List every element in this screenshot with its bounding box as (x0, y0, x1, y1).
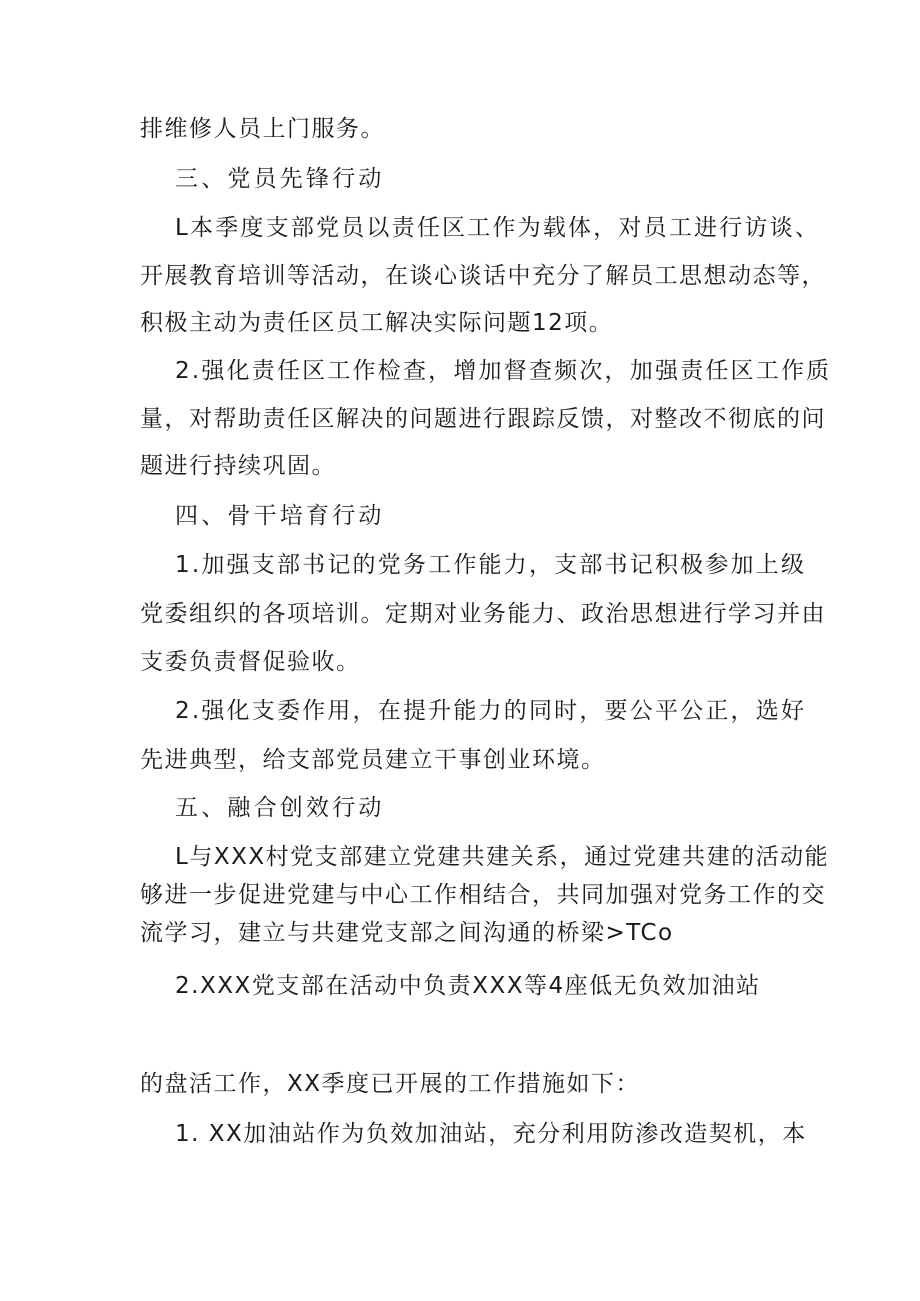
text-line-7: 量，对帮助责任区解决的问题进行跟踪反馈，对整改不彻底的问 (140, 406, 826, 432)
text-line-10: 1.加强支部书记的党务工作能力，支部书记积极参加上级 (175, 552, 807, 578)
text-line-20: 的盘活工作，XX季度已开展的工作措施如下： (140, 1071, 641, 1097)
text-line-8: 题进行持续巩固。 (140, 453, 336, 479)
text-line-17: 够进一步促进党建与中心工作相结合，共同加强对党务工作的交 (140, 882, 826, 908)
text-line-1: 排维修人员上门服务。 (140, 116, 385, 142)
text-line-19: 2.XXX党支部在活动中负责XXX等4座低无负效加油站 (175, 973, 761, 999)
text-line-16: L与XXX村党支部建立党建共建关系，通过党建共建的活动能 (175, 844, 830, 870)
text-line-12: 支委负责督促验收。 (140, 649, 361, 675)
text-line-18: 流学习，建立与共建党支部之间沟通的桥梁>TCo (140, 920, 674, 946)
text-line-11: 党委组织的各项培训。定期对业务能力、政治思想进行学习并由 (140, 601, 826, 627)
section-heading-3: 三、党员先锋行动 (175, 166, 385, 192)
text-line-5: 积极主动为责任区员工解决实际问题12项。 (140, 310, 614, 336)
section-heading-5: 五、融合创效行动 (175, 795, 385, 821)
text-line-6: 2.强化责任区工作检查，增加督查频次，加强责任区工作质 (175, 358, 832, 384)
text-line-14: 先进典型，给支部党员建立干事创业环境。 (140, 747, 606, 773)
section-heading-4: 四、骨干培育行动 (175, 503, 385, 529)
text-line-4: 开展教育培训等活动，在谈心谈话中充分了解员工思想动态等， (140, 263, 826, 289)
text-line-3: L本季度支部党员以责任区工作为载体，对员工进行访谈、 (175, 215, 821, 241)
text-line-21: 1. XX加油站作为负效加油站，充分利用防渗改造契机，本 (175, 1121, 807, 1147)
text-line-13: 2.强化支委作用，在提升能力的同时，要公平公正，选好 (175, 698, 807, 724)
